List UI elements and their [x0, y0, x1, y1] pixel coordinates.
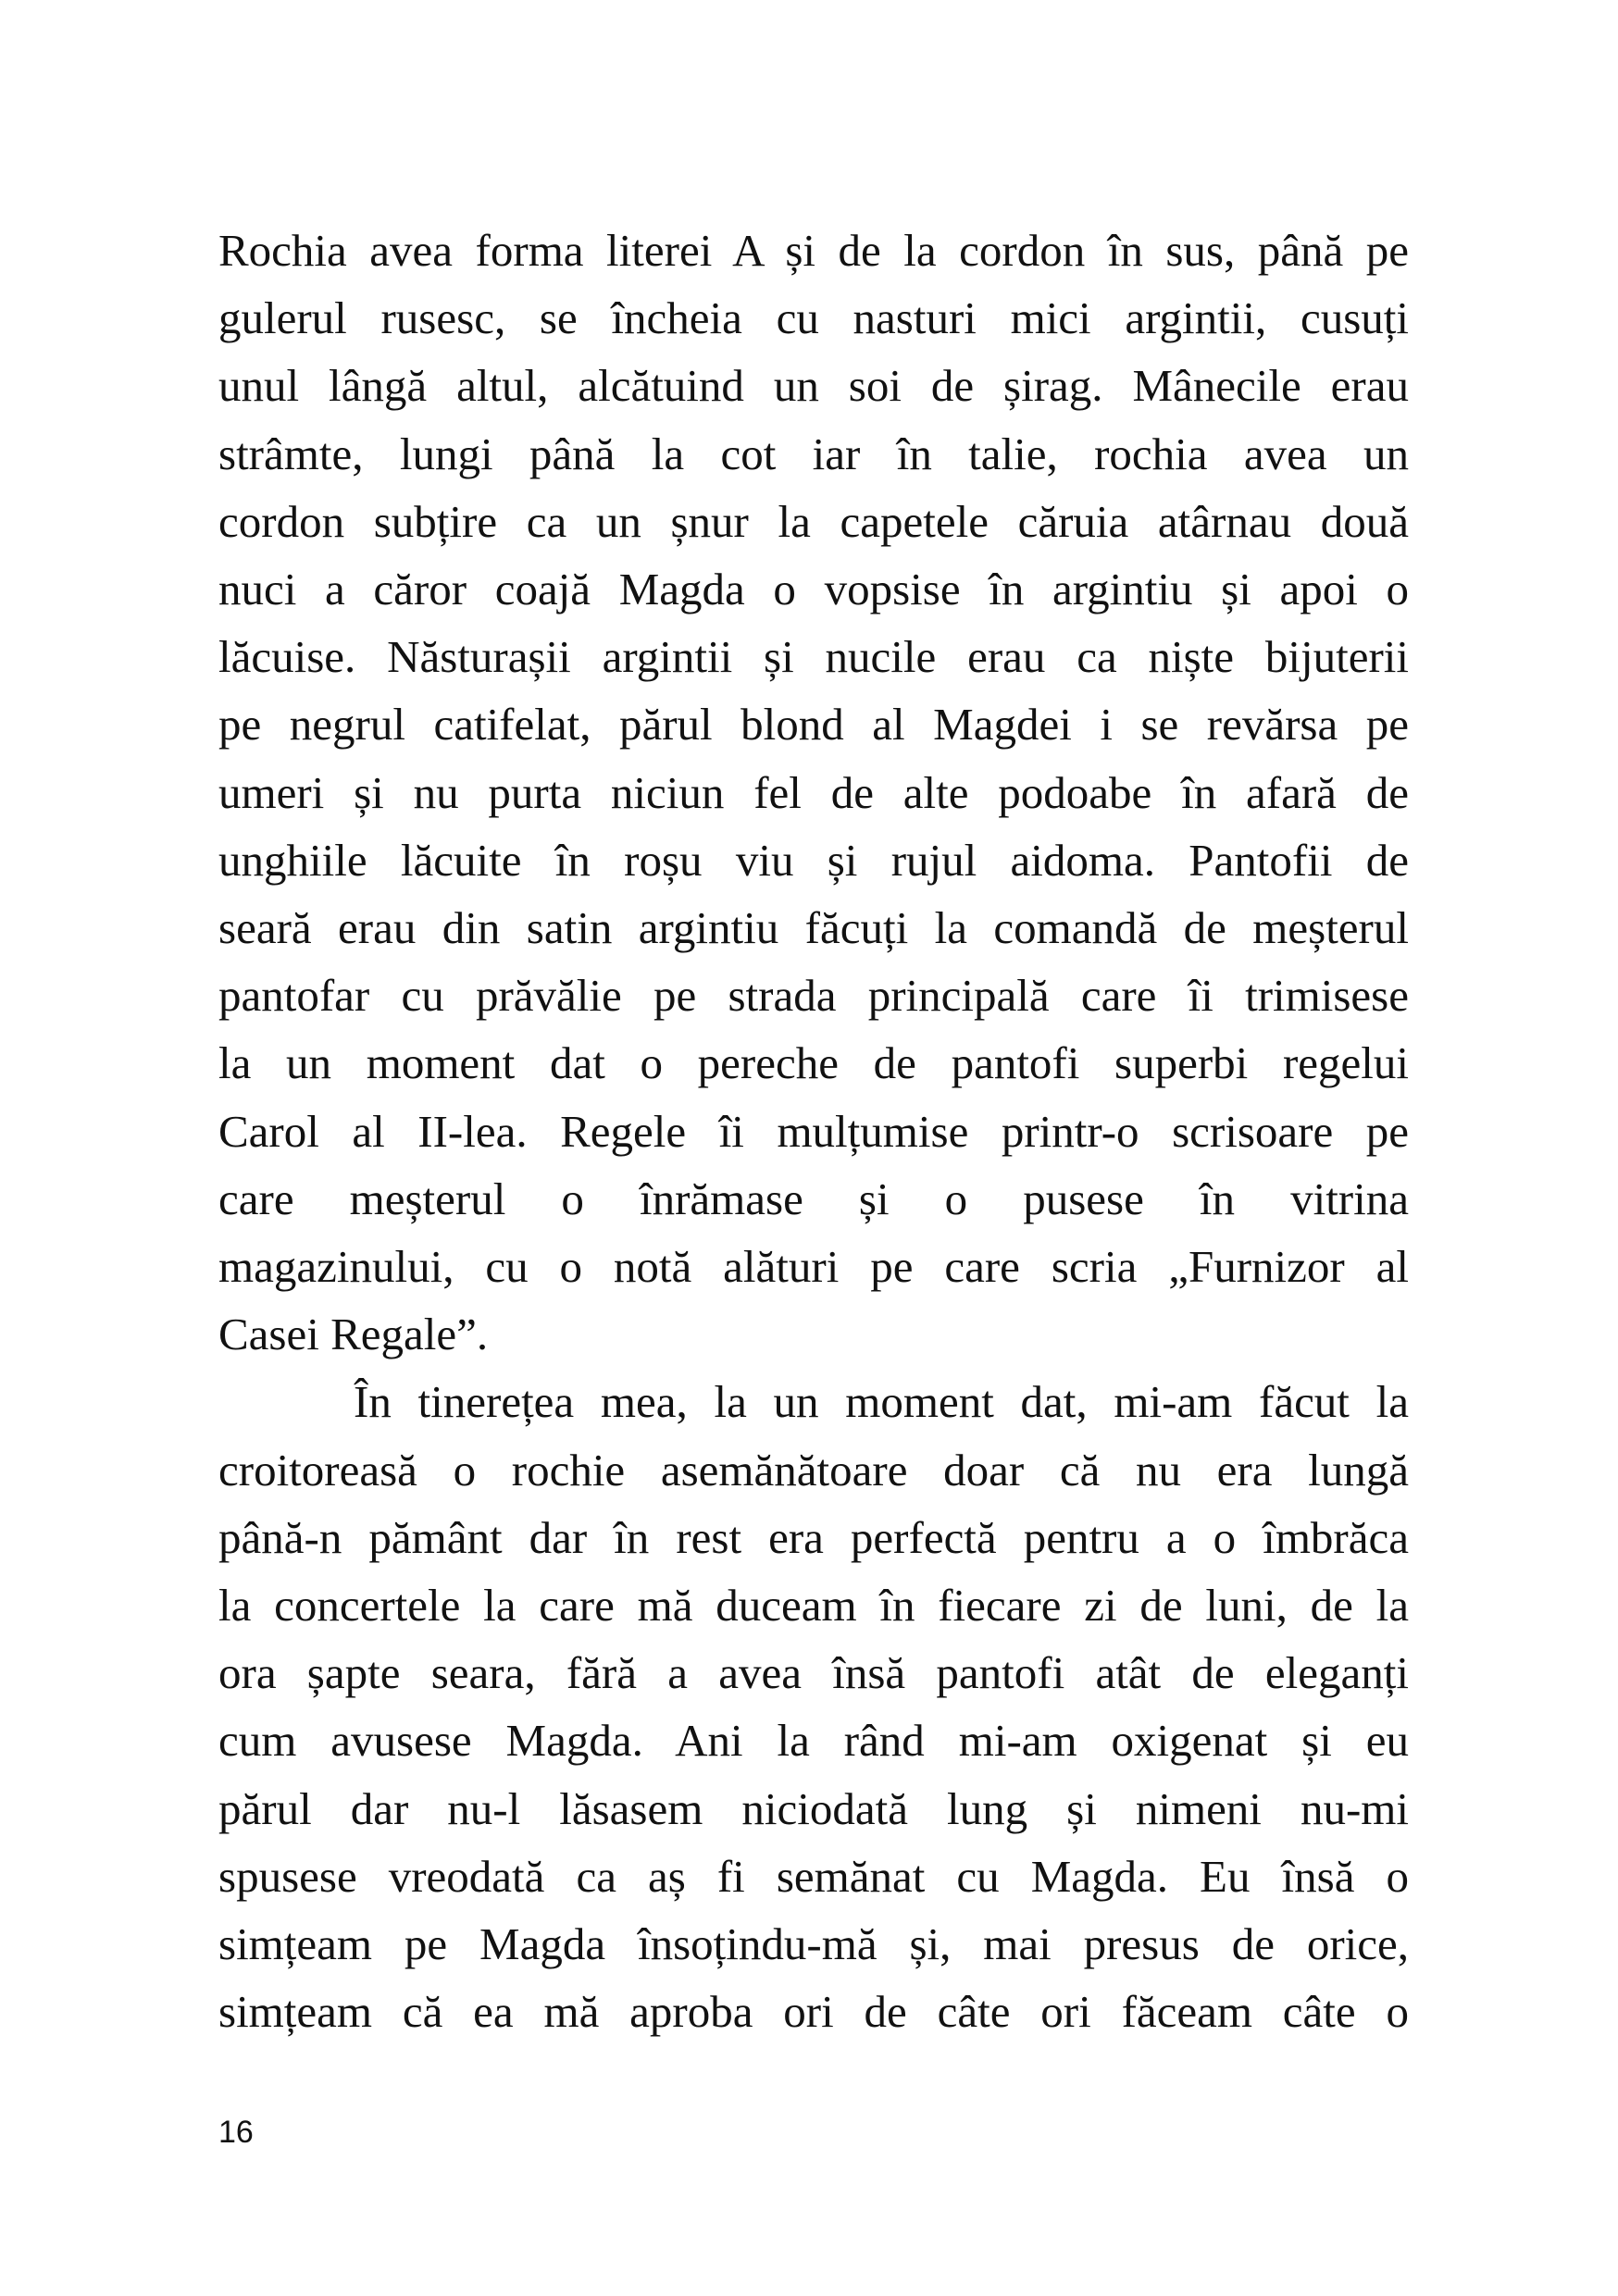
page-number: 16 — [218, 2115, 254, 2150]
text-line: unghiile lăcuite în roșu viu și rujul aidoma. Pantofii de — [218, 834, 1409, 886]
text-line: croitoreasă o rochie asemănătoare doar că nu era lungă — [218, 1444, 1409, 1496]
text-line: Carol al II-lea. Regele îi mulțumise printr-o scrisoare pe — [218, 1105, 1409, 1157]
text-line: pe negrul catifelat, părul blond al Magdei i se revărsa pe — [218, 699, 1409, 751]
text-line: În tinerețea mea, la un moment dat, mi-am făcut la — [354, 1376, 1409, 1428]
text-line: Rochia avea forma literei A și de la cordon în sus, până pe — [218, 225, 1409, 276]
paragraph-2 — [218, 1368, 1409, 2045]
text-line: magazinului, cu o notă alături pe care scria „Furnizor al — [218, 1241, 1409, 1293]
text-line: simțeam pe Magda însoțindu-mă și, mai presus de orice, — [218, 1918, 1409, 1970]
text-line: pantofar cu prăvălie pe strada principală care îi trimisese — [218, 970, 1409, 1022]
text-line: strâmte, lungi până la cot iar în talie, rochia avea un — [218, 428, 1409, 479]
text-line: cum avusese Magda. Ani la rând mi-am oxigenat și eu — [218, 1715, 1409, 1767]
text-line: care meșterul o înrămase și o pusese în vitrina — [218, 1173, 1409, 1224]
text-line: unul lângă altul, alcătuind un soi de șirag. Mânecile erau — [218, 360, 1409, 412]
text-line: gulerul rusesc, se încheia cu nasturi mici argintii, cusuți — [218, 292, 1409, 344]
text-line: cordon subțire ca un șnur la capetele căruia atârnau două — [218, 495, 1409, 547]
paragraph-1 — [218, 217, 1409, 1368]
text-line: la concertele la care mă duceam în fiecare zi de luni, de la — [218, 1580, 1409, 1632]
text-line: până-n pământ dar în rest era perfectă pentru a o îmbrăca — [218, 1511, 1409, 1563]
text-line: seară erau din satin argintiu făcuți la comandă de meșterul — [218, 902, 1409, 954]
text-line: Casei Regale”. — [218, 1309, 489, 1360]
text-line: părul dar nu-l lăsasem niciodată lung și nimeni nu-mi — [218, 1782, 1409, 1834]
text-line: nuci a căror coajă Magda o vopsise în argintiu și apoi o — [218, 564, 1409, 615]
text-line: la un moment dat o pereche de pantofi superbi regelui — [218, 1037, 1409, 1089]
text-line: spusese vreodată ca aș fi semănat cu Magda. Eu însă o — [218, 1850, 1409, 1902]
text-line: lăcuise. Năsturașii argintii și nucile erau ca niște bijuterii — [218, 631, 1409, 683]
text-line: ora șapte seara, fără a avea însă pantofi atât de eleganți — [218, 1647, 1409, 1699]
body-text — [218, 217, 1409, 2045]
text-line: simțeam că ea mă aproba ori de câte ori făceam câte o — [218, 1986, 1409, 2038]
text-line: umeri și nu purta niciun fel de alte podoabe în afară de — [218, 766, 1409, 818]
